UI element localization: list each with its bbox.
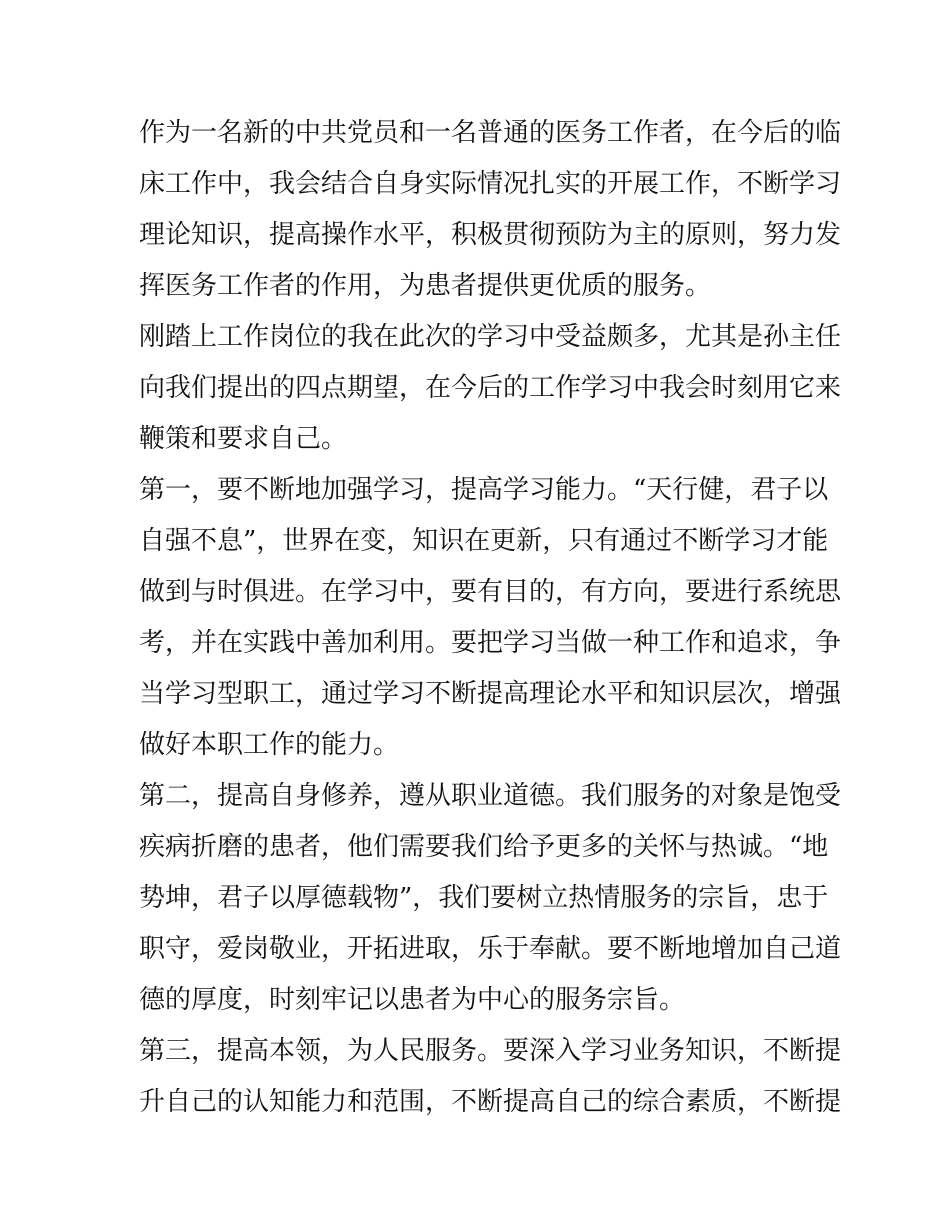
- text-line: 第二，提高自身修养，遵从职业道德。我们服务的对象是饱受: [139, 781, 842, 811]
- text-line: 自强不息”，世界在变，知识在更新，只有通过不断学习才能: [139, 526, 829, 556]
- text-line: 床工作中，我会结合自身实际情况扎实的开展工作，不断学习: [139, 169, 842, 199]
- text-line: 势坤，君子以厚德载物”，我们要树立热情服务的宗旨，忠于: [139, 883, 829, 913]
- text-line: 职守，爱岗敬业，开拓进取，乐于奉献。要不断地增加自己道: [139, 934, 842, 964]
- text-line: 挥医务工作者的作用，为患者提供更优质的服务。: [139, 271, 712, 301]
- text-line: 升自己的认知能力和范围，不断提高自己的综合素质，不断提: [139, 1087, 842, 1117]
- text-line: 疾病折磨的患者，他们需要我们给予更多的关怀与热诚。“地: [139, 832, 829, 862]
- text-line: 理论知识，提高操作水平，积极贯彻预防为主的原则，努力发: [139, 220, 842, 250]
- text-line: 刚踏上工作岗位的我在此次的学习中受益颇多，尤其是孙主任: [139, 322, 842, 352]
- text-line: 作为一名新的中共党员和一名普通的医务工作者，在今后的临: [139, 118, 842, 148]
- text-line: 考，并在实践中善加利用。要把学习当做一种工作和追求，争: [139, 628, 842, 658]
- text-line: 做到与时俱进。在学习中，要有目的，有方向，要进行系统思: [139, 577, 842, 607]
- text-line: 向我们提出的四点期望，在今后的工作学习中我会时刻用它来: [139, 373, 842, 403]
- document-body: [139, 108, 842, 1128]
- text-line: 做好本职工作的能力。: [139, 730, 400, 760]
- text-line: 当学习型职工，通过学习不断提高理论水平和知识层次，增强: [139, 679, 842, 709]
- text-line: 第三，提高本领，为人民服务。要深入学习业务知识，不断提: [139, 1036, 842, 1066]
- text-line: 德的厚度，时刻牢记以患者为中心的服务宗旨。: [139, 985, 686, 1015]
- text-line: 鞭策和要求自己。: [139, 424, 348, 454]
- text-line: 第一，要不断地加强学习，提高学习能力。“天行健，君子以: [139, 475, 829, 505]
